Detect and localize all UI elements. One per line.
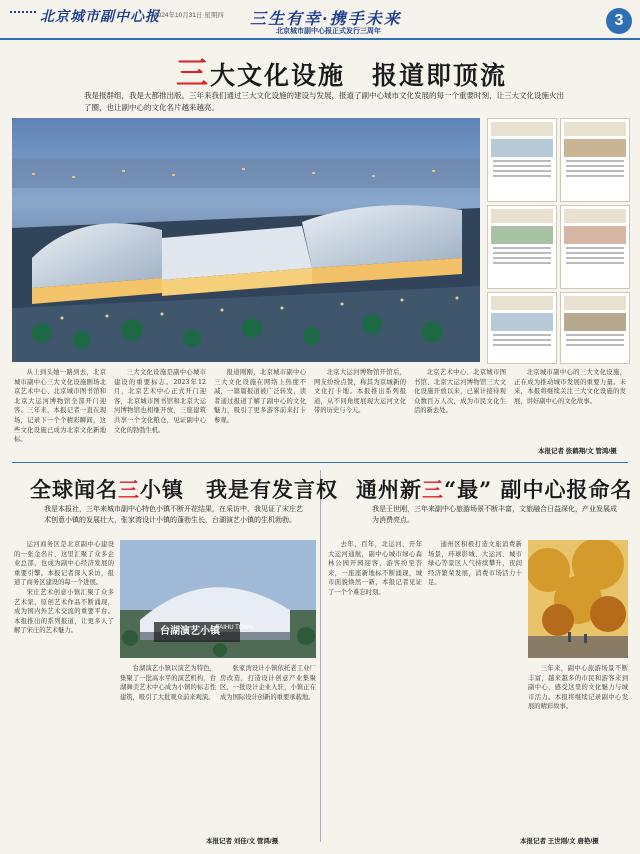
page-number-badge: 3 — [606, 8, 632, 34]
photo-caption-cn: 台湖演艺小镇 — [160, 626, 220, 637]
article-column: 北京艺术中心、北京城市图书馆、北京大运河博物馆三大文化设施开放以来，已累计接待观众数百万人次，成为市民文化生活的新去处。 — [414, 369, 506, 415]
hero-photo-cultural-facilities — [12, 118, 480, 362]
main-headline — [176, 48, 507, 94]
article-column: 从上到头她一路到去，北京城市副中心三大文化设施剧场北京艺术中心、北京城市图书馆和北京大运河博物馆全部开门迎客。三年来，本报记者一直在现场，记录下一个个精彩瞬间，这些文化设施已成为北京文化新地标。 — [14, 369, 106, 444]
autumn-trees-photo — [528, 540, 628, 658]
article-column: 北京城市副中心的三大文化设施，正在成为推动城市发展的重要力量。未来，本报将继续关注三大文化设施的发展，讲好副中心的文化故事。 — [514, 369, 626, 405]
archive-page-thumbnail — [560, 118, 630, 202]
main-headline-accent: 三 — [176, 54, 211, 92]
right-story-column: 去年，百年，北运河、开年大运河通航，副中心城市绿心森林公园开园迎客，游客纷至沓来，一座座新地标不断涌现，城市面貌焕然一新，本报记者见证了一个个难忘时刻。 — [328, 541, 422, 596]
masthead-rule — [0, 38, 640, 40]
right-story-headline: 通州新三“最” 副中心报命名 — [356, 477, 633, 502]
issue-date: 2024年10月31日 星期四 — [154, 12, 224, 19]
left-story-column: 张家湾设计小镇依托老工业厂房改造，打造设计创意产业集聚区，一批设计企业入驻，小镇正在成为国际设计创新的重要承载地。 — [220, 665, 316, 701]
masthead-brand: 北京城市副中心报 — [40, 9, 160, 25]
right-story-column: 通州区积极打造文旅消费新场景，环球影城、大运河、城市绿心等景区人气持续攀升，夜间经济繁荣发展，消费市场活力十足。 — [428, 541, 522, 587]
left-story-headline: 全球闻名三小镇 我是有发言权 — [30, 477, 338, 502]
archive-page-thumbnail — [560, 205, 630, 289]
left-story-column: 台湖演艺小镇以演艺为特色，集聚了一批高水平的演艺机构，台湖舞美艺术中心成为小镇的标志性建筑，吸引了大批观众前来观演。 — [120, 665, 216, 701]
archive-page-thumbnail — [487, 118, 557, 202]
left-story-column: 运河商务区是北京副中心建设的一张金名片，这里汇聚了众多企业总部，也成为副中心经济发展的重要引擎。本报记者深入采访，报道了商务区建设的每一个进展。 宋庄艺术创意小镇汇聚了众多艺术家，原创艺术作品不断涌现，成为国内外艺术交流的重要平台。本报推出的系列报道，让更多人了解了宋庄的艺术魅力。 — [14, 541, 114, 635]
left-story-byline: 本报记者 刘佳/文 管鸿/摄 — [206, 838, 279, 845]
right-story-byline: 本报记者 王世刚/文 唐艳/摄 — [520, 838, 599, 845]
archive-page-thumbnail — [560, 292, 630, 364]
taihu-town-photo — [120, 540, 316, 658]
article-column: 北京大运河博物馆开馆后，网友纷纷点赞，称其为京城新的文化打卡地。本报推出系列报道，从不同角度展现大运河文化带的历史与今天。 — [314, 369, 406, 415]
article-column: 报道刚刚，北京城市副中心三大文化设施在网络上热度不减，一篇篇报道被广泛转发，读者通过报道了解了副中心的文化魅力，吸引了更多游客前来打卡参观。 — [214, 369, 306, 424]
masthead-dots-decoration — [10, 11, 36, 21]
archive-page-thumbnail — [487, 205, 557, 289]
main-byline: 本报记者 张鹤翔/文 管鸿/摄 — [538, 448, 617, 455]
section-divider — [12, 462, 628, 463]
main-lead: 我是报群组，我是大都推出版。三年来我们通过三大文化设施的建设与发展，报道了副中心城市文化发展的每一个重要时刻，让三大文化设施火出了圈，也让副中心的文化名片越来越亮。 — [84, 91, 564, 112]
column-divider — [320, 470, 321, 842]
masthead-slogan-subtitle: 北京城市副中心报正式发行三周年 — [276, 28, 381, 35]
left-story-lead: 我是本报社，三年来城市副中心特色小镇不断开花结果，在采访中，我见证了宋庄艺术创意小镇的发展壮大，张家湾设计小镇的蓬勃生长，台湖演艺小镇的生机勃勃。 — [44, 505, 303, 524]
right-story-column: 三年来，副中心旅游场景不断丰富，越来越多的市民和游客来到副中心，感受这里的文化魅力与城市活力。本报将继续记录副中心发展的精彩故事。 — [528, 665, 628, 711]
masthead-slogan: 三生有幸·携手未来 — [250, 9, 402, 28]
right-story-lead: 我是王世刚，三年来副中心旅游场景不断丰富，文旅融合日益深化，产业发展成为消费亮点。 — [372, 505, 617, 524]
main-headline-text: 大文化设施 报道即顶流 — [210, 61, 508, 90]
photo-caption-en: TAIHU TOWN — [216, 625, 254, 631]
article-column: 三大文化设施是副中心城市建设的重要标志。2023年12月，北京艺术中心正式开门迎客，北京城市图书馆和北京大运河博物馆也相继开放，三座建筑共享一个文化粮仓，见证副中心文化的勃勃生机。 — [114, 369, 206, 434]
archive-page-thumbnail — [487, 292, 557, 364]
